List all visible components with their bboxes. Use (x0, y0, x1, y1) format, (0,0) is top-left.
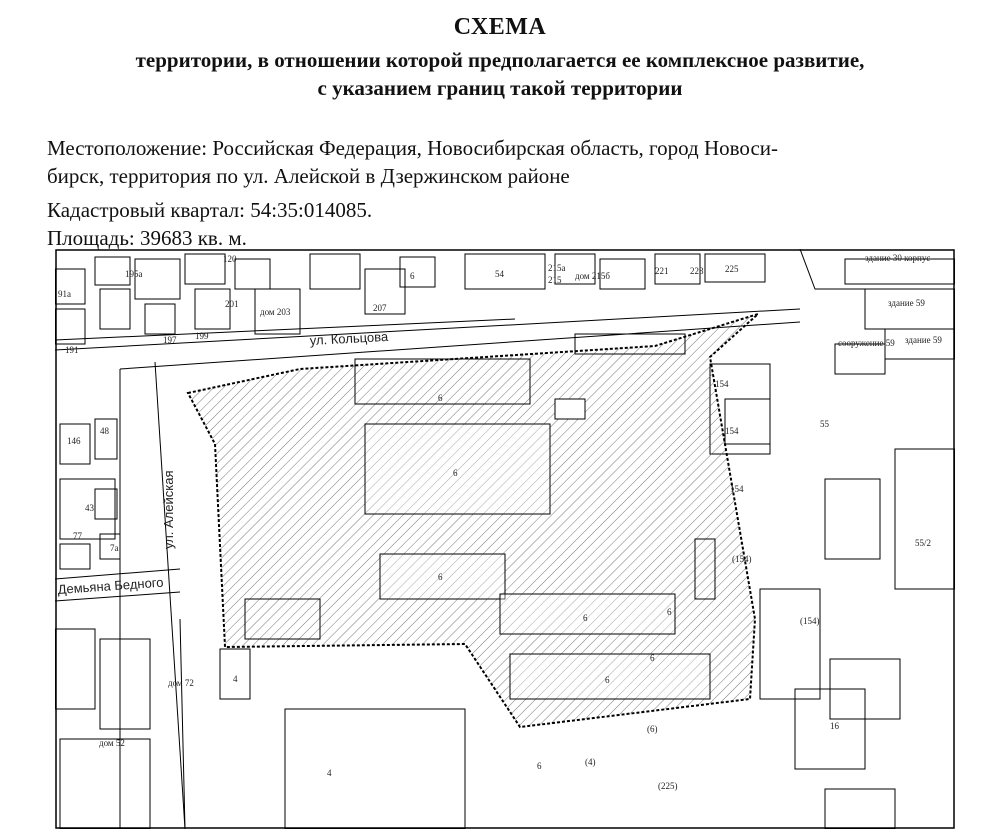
street-aleyskaya: ул. Алейская (161, 470, 176, 549)
label-154c: 154 (730, 484, 744, 494)
label-soor: сооружение 59 (838, 338, 895, 348)
label-55: 55 (820, 419, 829, 429)
label-zd59: здание 59 (888, 298, 925, 308)
label-91a: 91а (58, 289, 71, 299)
label-in6e: 6 (667, 607, 672, 617)
label-215b: дом 215б (575, 271, 610, 281)
label-in6d: 6 (583, 613, 588, 623)
label-195a: 195а (125, 269, 143, 279)
label-in6b: 6 (453, 468, 458, 478)
label-4-paren: (4) (585, 757, 596, 767)
location-line1: Местоположение: Российская Федерация, Новосибирская область, город Новоси- (47, 136, 778, 160)
label-7a: 7а (110, 543, 119, 553)
label-43: 43 (85, 503, 94, 513)
label-201: 201 (225, 299, 239, 309)
label-207: 207 (373, 303, 387, 313)
cadastral-map (55, 249, 955, 829)
label-4a: 4 (233, 674, 238, 684)
street-demyana: Демьяна Бедного (57, 574, 164, 597)
label-154a: 154 (715, 379, 729, 389)
scheme-title: СХЕМА (453, 14, 547, 40)
scheme-subtitle-line2: с указанием границ такой территории (317, 76, 683, 100)
label-215a: 215а (548, 263, 566, 273)
label-191: 191 (65, 345, 79, 355)
label-dom72: дом 72 (168, 678, 194, 688)
label-in6c: 6 (438, 572, 443, 582)
area: Площадь: 39683 кв. м. (47, 226, 247, 250)
label-221: 221 (655, 266, 669, 276)
label-154e: (154) (800, 616, 820, 626)
label-in6f: 6 (650, 653, 655, 663)
label-6-bot: 6 (537, 761, 542, 771)
label-in6g: 6 (605, 675, 610, 685)
label-215: 215 (548, 275, 562, 285)
label-120: 120 (223, 254, 237, 264)
label-225: 225 (725, 264, 739, 274)
label-6-top: 6 (410, 271, 415, 281)
label-6-paren: (6) (647, 724, 658, 734)
label-223: 223 (690, 266, 704, 276)
street-koltsova: ул. Кольцова (309, 328, 389, 348)
label-199: 199 (195, 331, 209, 341)
cadastral-quarter: Кадастровый квартал: 54:35:014085. (47, 198, 373, 222)
label-77: 77 (73, 531, 82, 541)
label-154b: 154 (725, 426, 739, 436)
label-203: дом 203 (260, 307, 291, 317)
label-4b: 4 (327, 768, 332, 778)
label-zd30: здание 30 корпус (865, 253, 931, 263)
location-line2: бирск, территория по ул. Алейской в Дзержинском районе (47, 164, 570, 188)
label-146: 146 (67, 436, 81, 446)
label-55-2: 55/2 (915, 538, 932, 548)
label-48: 48 (100, 426, 109, 436)
label-dom52: дом 52 (99, 738, 125, 748)
label-197: 197 (163, 335, 177, 345)
label-zd59b: здание 59 (905, 335, 942, 345)
label-154d: (154) (732, 554, 752, 564)
label-16: 16 (830, 721, 839, 731)
scheme-subtitle-line1: территории, в отношении которой предполагается ее комплексное развитие, (135, 48, 865, 72)
label-225-paren: (225) (658, 781, 678, 791)
label-54: 54 (495, 269, 504, 279)
label-in6a: 6 (438, 393, 443, 403)
